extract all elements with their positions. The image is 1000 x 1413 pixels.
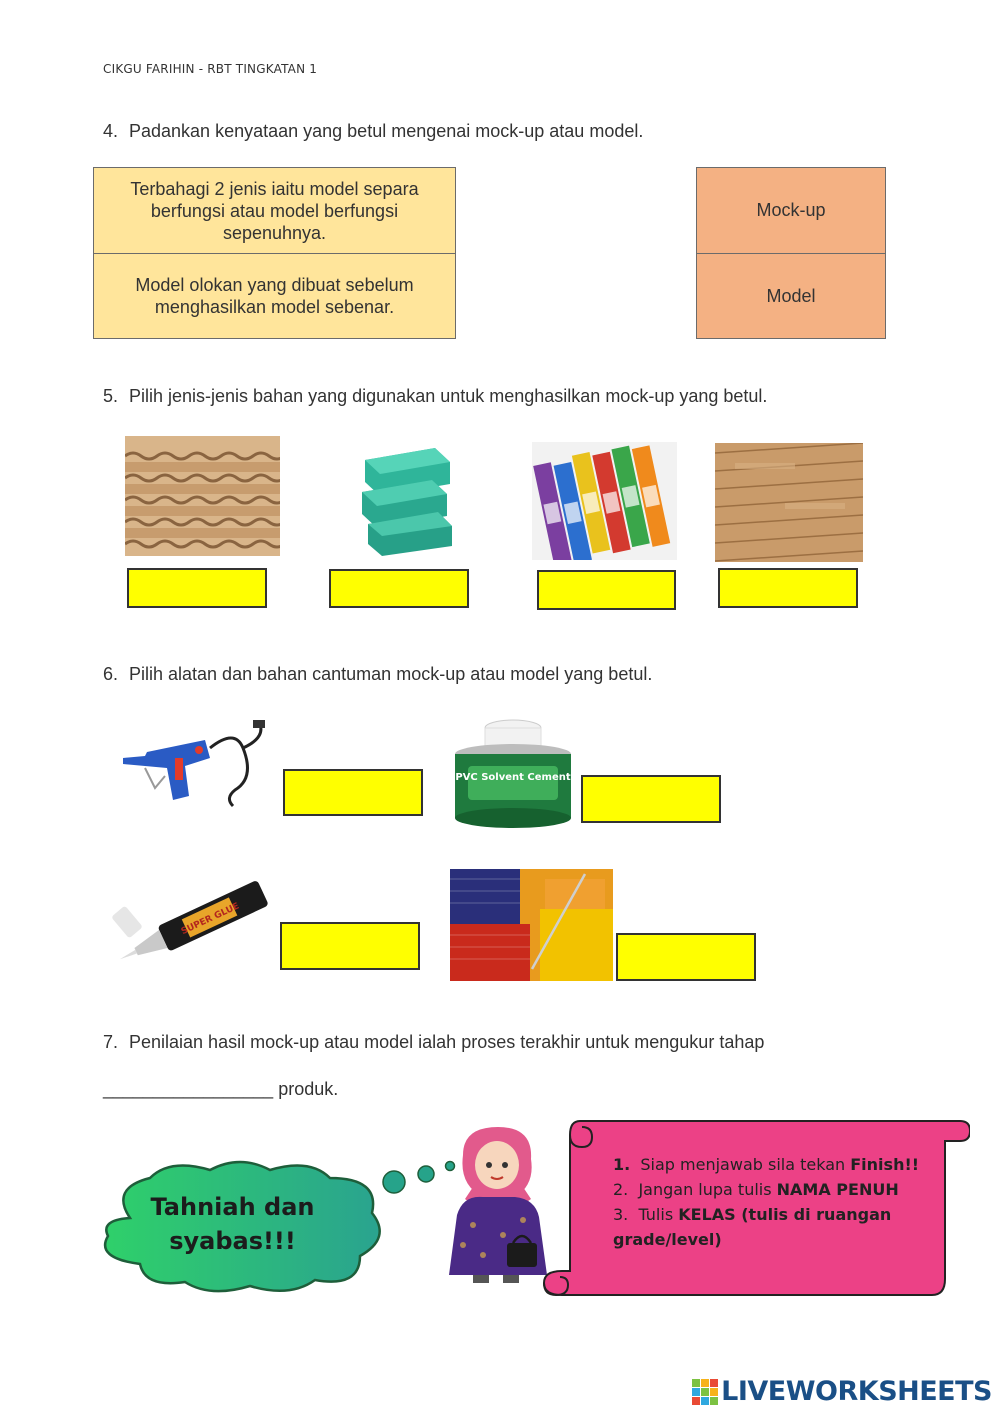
answer-box-pvc-cement[interactable] [581,775,721,823]
question-7-continuation [103,1079,338,1100]
question-5 [103,386,767,407]
instruction-bold-text: KELAS (tulis di ruangan grade/level) [613,1205,892,1249]
instruction-text: Jangan lupa tulis [638,1180,777,1199]
instruction-number: 3. [613,1205,629,1224]
question-text: Padankan kenyataan yang betul mengenai mock-up atau model. [129,121,644,141]
instruction-bold-text: Finish!! [850,1155,920,1174]
answer-box-model[interactable]: Model [696,253,886,339]
question-text: Pilih jenis-jenis bahan yang digunakan untuk menghasilkan mock-up yang betul. [129,386,768,406]
answer-box-mockup[interactable]: Mock-up [696,167,886,254]
instruction-text: Tulis [638,1205,679,1224]
liveworksheets-text: LIVEWORKSHEETS [721,1376,992,1407]
instruction-number: 1. [613,1155,631,1174]
instruction-item-3 [613,1202,933,1252]
statement-box-2[interactable]: Model olokan yang dibuat sebelum menghasilkan model sebenar. [93,253,456,339]
question-number: 5. [103,386,119,406]
question-text-suffix: produk. [278,1079,339,1099]
answer-box-threads[interactable] [616,933,756,981]
liveworksheets-icon [692,1379,718,1405]
congrats-text [120,1190,345,1258]
answer-box-wood-sticks[interactable] [718,568,858,608]
threads-image [450,869,613,981]
markers-image [532,442,677,560]
answer-box-foam[interactable] [329,569,469,608]
instruction-item-1 [613,1152,933,1177]
instruction-bold-text: NAMA PENUH [776,1180,899,1199]
teacher-character [443,1125,553,1285]
answer-box-markers[interactable] [537,570,676,610]
question-number: 4. [103,121,119,141]
foam-image [340,440,465,558]
question-6 [103,664,652,685]
wood-sticks-image [715,443,863,562]
super-glue-image [110,868,280,978]
answer-box-super-glue[interactable] [280,922,420,970]
question-number: 7. [103,1032,119,1052]
answer-box-glue-gun[interactable] [283,769,423,816]
instruction-item-2 [613,1177,933,1202]
question-text: Penilaian hasil mock-up atau model ialah proses terakhir untuk mengukur tahap [129,1032,765,1052]
liveworksheets-logo [692,1376,992,1407]
fill-in-blank[interactable]: _________________ [103,1079,274,1099]
instructions-scroll [540,1117,970,1302]
instruction-text: Siap menjawab sila tekan [640,1155,851,1174]
congrats-cloud [90,1158,395,1298]
pvc-label: PVC Solvent Cement [455,772,571,783]
congrats-line-2: syabas!!! [169,1227,296,1255]
question-number: 6. [103,664,119,684]
congrats-line-1: Tahniah dan [150,1193,315,1221]
glue-gun-image [115,718,275,813]
page-header: CIKGU FARIHIN - RBT TINGKATAN 1 [103,62,318,76]
question-text: Pilih alatan dan bahan cantuman mock-up atau model yang betul. [129,664,653,684]
question-4 [103,121,643,142]
instruction-list [613,1152,933,1252]
answer-box-cardboard[interactable] [127,568,267,608]
question-7 [103,1032,764,1053]
glue-label: SUPER GLUE [179,901,241,938]
instruction-number: 2. [613,1180,629,1199]
cardboard-image [125,436,280,556]
statement-box-1[interactable]: Terbahagi 2 jenis iaitu model separa berfungsi atau model berfungsi sepenuhnya. [93,167,456,254]
pvc-cement-image [448,714,578,829]
